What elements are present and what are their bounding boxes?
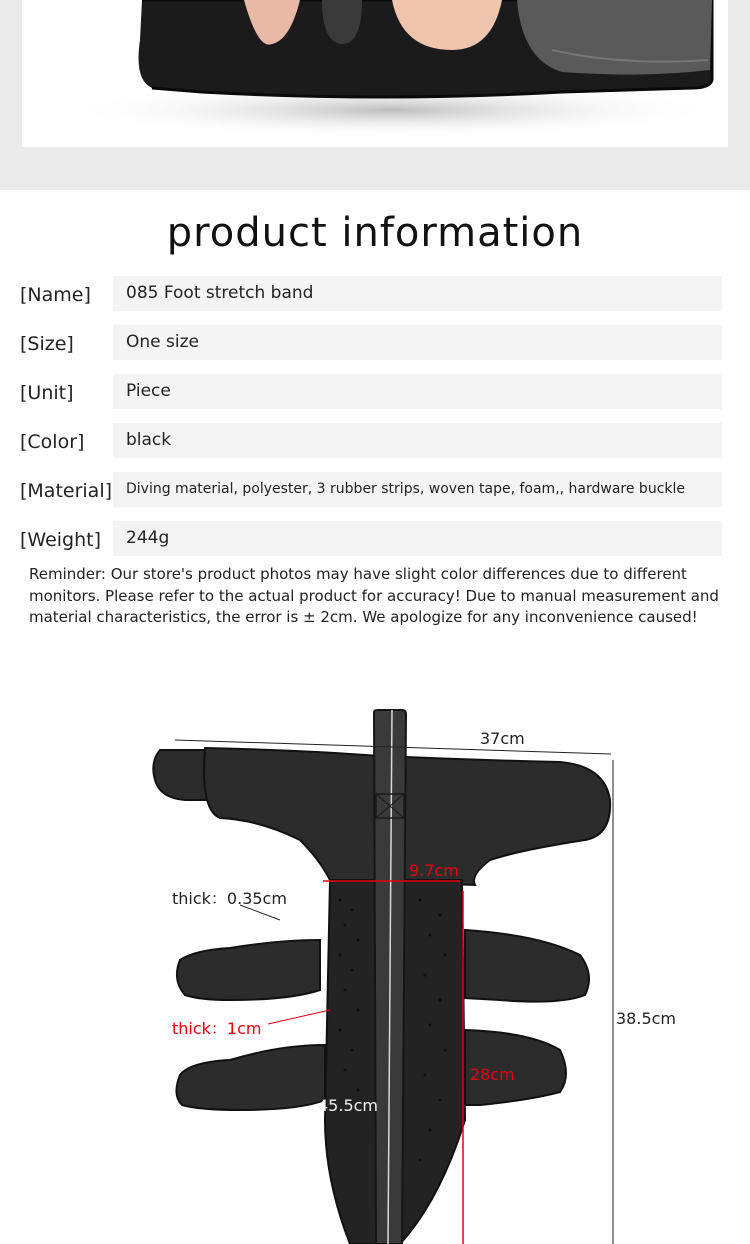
dimension-insert-length-label: 28cm xyxy=(470,1065,515,1084)
dimension-thickness-insert-label: thick：1cm xyxy=(172,1019,262,1038)
dimension-insert-width-label: 9.7cm xyxy=(409,861,459,880)
info-label: [Name] xyxy=(20,284,91,306)
foot-brace-photo-icon xyxy=(22,0,728,147)
info-value: 085 Foot stretch band xyxy=(113,276,722,311)
info-row-weight xyxy=(0,521,750,556)
info-row-unit xyxy=(0,374,750,409)
info-label: [Color] xyxy=(20,431,85,453)
dimension-diagram xyxy=(0,700,750,1244)
dimension-height-label: 38.5cm xyxy=(616,1009,677,1028)
hero-photo xyxy=(22,0,728,147)
info-value: Diving material, polyester, 3 rubber strips, woven tape, foam,, hardware buckle xyxy=(113,472,722,507)
info-row-size xyxy=(0,325,750,360)
info-label: [Size] xyxy=(20,333,74,355)
dimension-strap-length-label: 45.5cm xyxy=(318,1096,379,1115)
info-label: [Weight] xyxy=(20,529,102,551)
dimension-width-label: 37cm xyxy=(480,729,525,748)
foot-brace-diagram-icon xyxy=(0,700,750,1244)
info-value: One size xyxy=(113,325,722,360)
section-title: product information xyxy=(166,210,584,256)
info-value: black xyxy=(113,423,722,458)
info-label: [Material] xyxy=(20,480,113,502)
info-row-material xyxy=(0,472,750,507)
info-row-name xyxy=(0,276,750,311)
reminder-text: Reminder: Our store's product photos may have slight color differences due to different monitors. Please refer to the actual product for accuracy! Due to manual measurement and material characteristics, the error is ± 2cm. We apologize for any inconvenience caused! xyxy=(29,565,719,626)
info-value: 244g xyxy=(113,521,722,556)
dimension-thickness-outer-label: thick：0.35cm xyxy=(172,889,287,908)
info-label: [Unit] xyxy=(20,382,74,404)
info-row-color xyxy=(0,423,750,458)
info-value: Piece xyxy=(113,374,722,409)
